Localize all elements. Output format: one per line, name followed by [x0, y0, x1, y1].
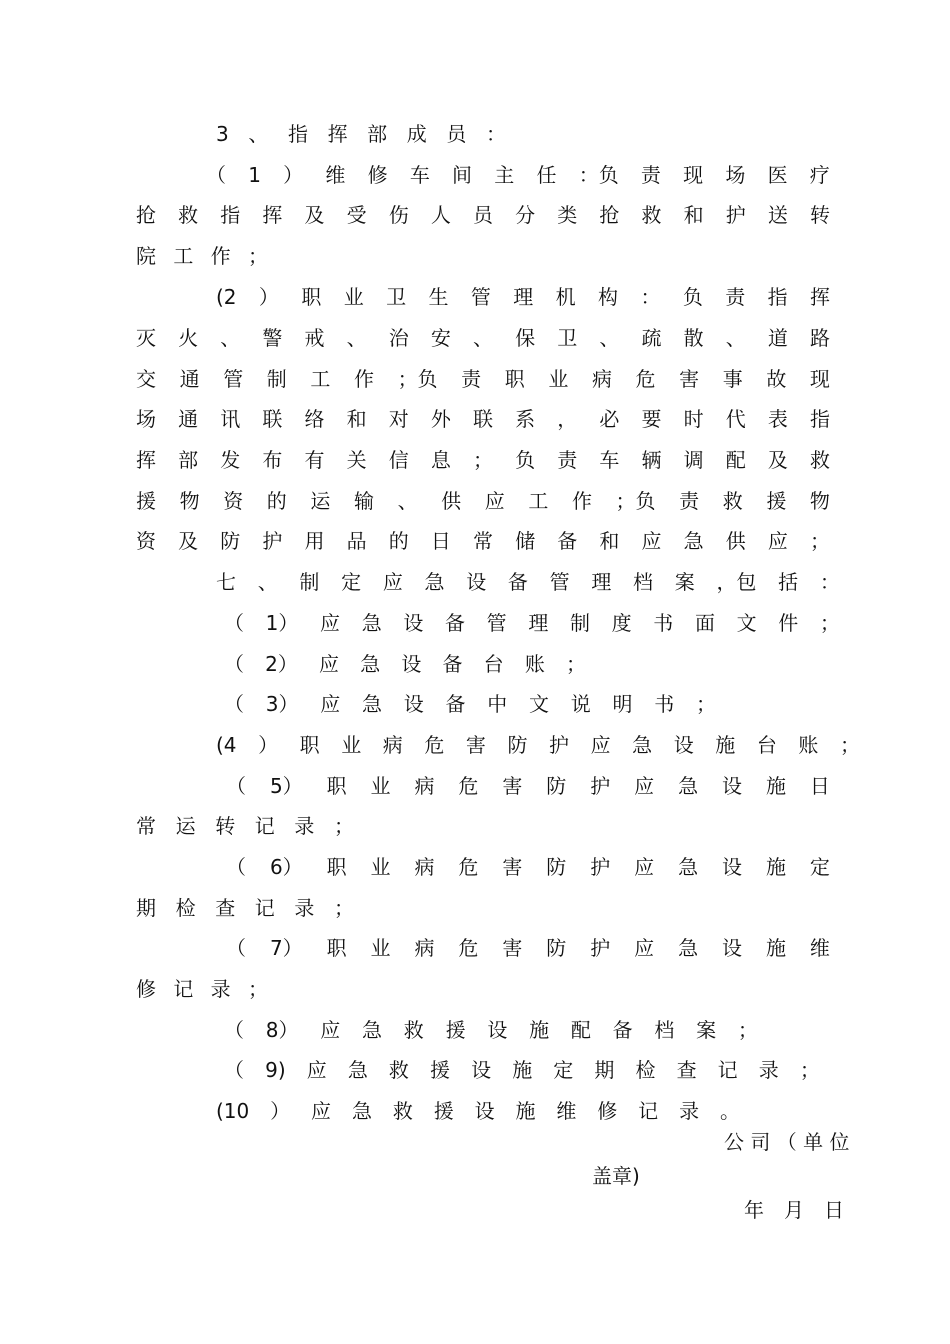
text-line: (10 ） 应 急 救 援 设 施 维 修 记 录 。	[216, 1099, 740, 1123]
text-line: 期 检 查 记 录 ；	[136, 896, 354, 920]
text-line: （ 2） 应 急 设 备 台 账 ；	[224, 652, 586, 676]
text-line: （ 8） 应 急 救 援 设 施 配 备 档 案 ；	[224, 1018, 758, 1042]
text-line: （ 7） 职 业 病 危 害 防 护 应 急 设 施 维	[226, 936, 830, 960]
signature-company: 公 司 （ 单 位	[724, 1130, 850, 1154]
text-line: 场 通 讯 联 络 和 对 外 联 系 ， 必 要 时 代 表 指	[136, 407, 830, 431]
text-line: 抢 救 指 挥 及 受 伤 人 员 分 类 抢 救 和 护 送 转	[136, 203, 830, 227]
signature-stamp: 盖章)	[592, 1164, 640, 1188]
text-line: 常 运 转 记 录 ；	[136, 814, 354, 838]
text-line: （ 1 ） 维 修 车 间 主 任 ：负 责 现 场 医 疗	[206, 163, 830, 187]
text-line: （ 6） 职 业 病 危 害 防 护 应 急 设 施 定	[226, 855, 830, 879]
text-line: （ 3） 应 急 设 备 中 文 说 明 书 ；	[224, 692, 716, 716]
text-line: 七 、 制 定 应 急 设 备 管 理 档 案 ，包 括 ：	[216, 570, 840, 594]
text-line: 院 工 作 ；	[136, 244, 268, 268]
text-line: (2 ） 职 业 卫 生 管 理 机 构 ： 负 责 指 挥	[216, 285, 830, 309]
text-line: 修 记 录 ；	[136, 977, 268, 1001]
text-line: 资 及 防 护 用 品 的 日 常 储 备 和 应 急 供 应 ；	[136, 529, 830, 553]
text-line: （ 1） 应 急 设 备 管 理 制 度 书 面 文 件 ；	[224, 611, 840, 635]
text-line: (4 ） 职 业 病 危 害 防 护 应 急 设 施 台 账 ；	[216, 733, 860, 757]
text-line: 援 物 资 的 运 输 、 供 应 工 作 ；负 责 救 援 物	[136, 489, 830, 513]
text-line: 交 通 管 制 工 作 ；负 责 职 业 病 危 害 事 故 现	[136, 367, 830, 391]
text-line: 灭 火 、 警 戒 、 治 安 、 保 卫 、 疏 散 、 道 路	[136, 326, 830, 350]
signature-date: 年 月 日	[744, 1198, 844, 1222]
text-line: 3 、 指 挥 部 成 员 ：	[216, 122, 506, 146]
text-line: （ 9) 应 急 救 援 设 施 定 期 检 查 记 录 ；	[224, 1058, 820, 1082]
text-line: 挥 部 发 布 有 关 信 息 ； 负 责 车 辆 调 配 及 救	[136, 448, 830, 472]
text-line: （ 5） 职 业 病 危 害 防 护 应 急 设 施 日	[226, 774, 830, 798]
